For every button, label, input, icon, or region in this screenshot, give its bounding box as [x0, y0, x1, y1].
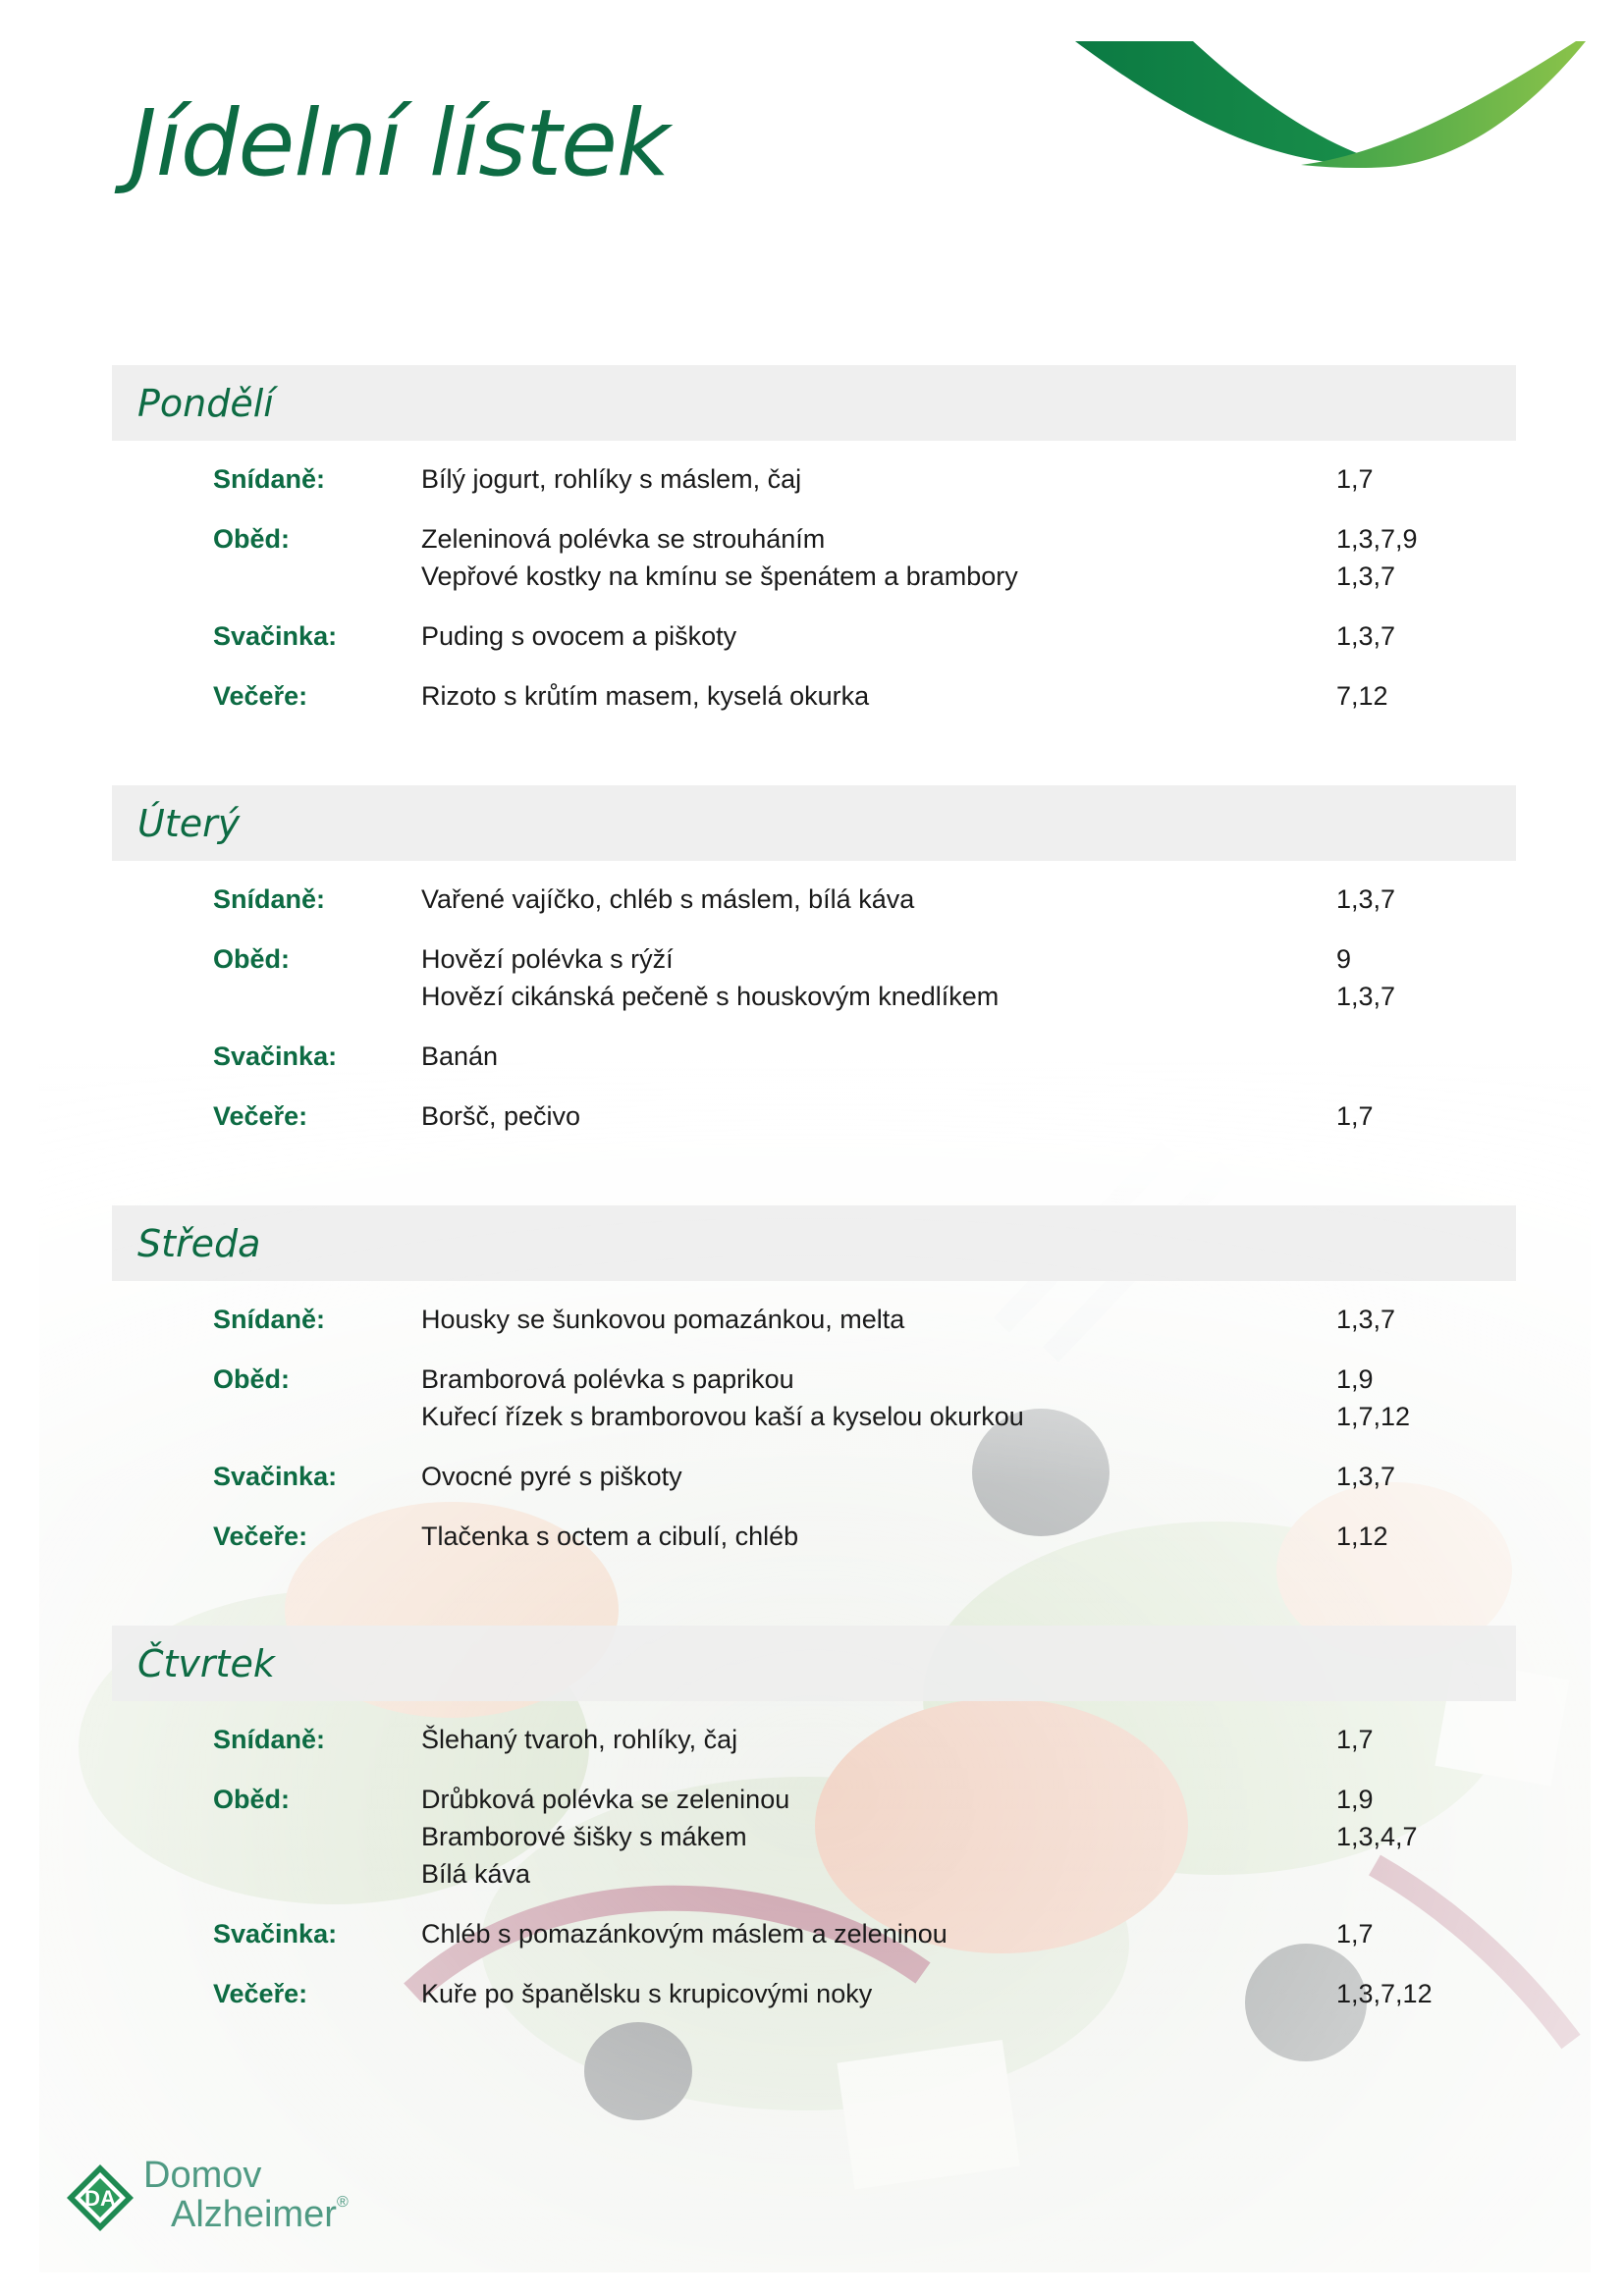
logo-name: Alzheimer	[171, 2194, 337, 2235]
meal-row-lunch	[213, 940, 1516, 1015]
registered-mark: ®	[336, 2194, 349, 2211]
meal-row-snack	[213, 617, 1516, 655]
page-title: Jídelní lístek	[130, 90, 670, 197]
meal-row-breakfast	[213, 460, 1516, 498]
allergen-codes: 1,7	[1336, 1101, 1374, 1131]
meal-allergens	[1336, 940, 1484, 1015]
meal-items	[421, 1781, 1336, 1893]
logo-text-line1: Domov	[143, 2155, 262, 2196]
allergen-codes: 1,7	[1336, 1919, 1374, 1949]
meal-items	[421, 1915, 1336, 1952]
allergen-codes: 9	[1336, 944, 1352, 974]
meal-allergens	[1336, 1301, 1484, 1338]
meal-row-lunch	[213, 1361, 1516, 1435]
allergen-codes: 1,7	[1336, 464, 1374, 494]
meal-items	[421, 1975, 1336, 2012]
meal-item: Puding s ovocem a piškoty	[421, 621, 737, 651]
meal-items	[421, 1097, 1336, 1135]
allergen-codes: 1,3,7	[1336, 1305, 1396, 1334]
ribbon-swoosh	[1065, 35, 1596, 173]
meal-items	[421, 1518, 1336, 1555]
day-header	[112, 785, 1516, 861]
allergen-codes	[1336, 1038, 1484, 1075]
meal-items	[421, 1361, 1336, 1435]
meal-item: Bramborové šišky s mákem	[421, 1822, 747, 1851]
meal-label: Večeře:	[213, 1979, 308, 2008]
meal-items	[421, 1301, 1336, 1338]
allergen-codes: 1,3,4,7	[1336, 1822, 1418, 1851]
meal-label: Snídaně:	[213, 1305, 326, 1334]
allergen-codes: 1,3,7	[1336, 982, 1396, 1011]
meal-label: Oběd:	[213, 944, 290, 974]
meal-allergens	[1336, 1097, 1484, 1135]
meal-allergens	[1336, 1361, 1484, 1435]
meal-item: Zeleninová polévka se strouháním	[421, 524, 826, 554]
meal-items	[421, 1038, 1336, 1075]
day-section-utery	[112, 785, 1516, 1157]
meal-allergens	[1336, 1915, 1484, 1952]
allergen-codes: 1,7,12	[1336, 1402, 1411, 1431]
meal-allergens	[1336, 1721, 1484, 1758]
meal-label: Snídaně:	[213, 1725, 326, 1754]
meal-row-breakfast	[213, 1721, 1516, 1758]
meal-label: Snídaně:	[213, 884, 326, 914]
meal-row-snack	[213, 1458, 1516, 1495]
meal-item: Boršč, pečivo	[421, 1101, 581, 1131]
day-title: Úterý	[137, 801, 241, 845]
meal-label: Oběd:	[213, 524, 290, 554]
meal-allergens	[1336, 460, 1484, 498]
meal-items	[421, 1458, 1336, 1495]
meal-allergens	[1336, 1781, 1484, 1893]
meal-row-dinner	[213, 1518, 1516, 1555]
meal-list	[112, 1721, 1516, 2012]
day-header	[112, 1626, 1516, 1701]
day-title: Pondělí	[137, 381, 274, 425]
meal-label: Oběd:	[213, 1785, 290, 1814]
allergen-codes: 1,3,7	[1336, 621, 1396, 651]
meal-items	[421, 881, 1336, 918]
meal-item: Chléb s pomazánkovým máslem a zeleninou	[421, 1919, 947, 1949]
meal-label: Večeře:	[213, 681, 308, 711]
meal-item: Housky se šunkovou pomazánkou, melta	[421, 1305, 905, 1334]
meal-label: Večeře:	[213, 1101, 308, 1131]
meal-allergens	[1336, 1038, 1484, 1075]
day-header	[112, 1205, 1516, 1281]
meal-item: Drůbková polévka se zeleninou	[421, 1785, 790, 1814]
logo-monogram: DA	[84, 2186, 116, 2211]
meal-allergens	[1336, 881, 1484, 918]
logo-mark-icon	[65, 2163, 135, 2233]
meal-item: Vařené vajíčko, chléb s máslem, bílá káva	[421, 884, 915, 914]
domov-alzheimer-logo	[65, 2155, 359, 2243]
day-title: Středa	[137, 1221, 261, 1265]
meal-list	[112, 460, 1516, 715]
allergen-codes: 1,3,7,12	[1336, 1979, 1433, 2008]
ribbon-decoration	[1065, 35, 1596, 173]
day-section-streda	[112, 1205, 1516, 1577]
day-section-pondeli	[112, 365, 1516, 737]
meal-row-lunch	[213, 1781, 1516, 1893]
meal-row-breakfast	[213, 1301, 1516, 1338]
allergen-codes: 1,3,7,9	[1336, 524, 1418, 554]
meal-label: Svačinka:	[213, 621, 338, 651]
allergen-codes: 1,3,7	[1336, 1462, 1396, 1491]
meal-allergens	[1336, 677, 1484, 715]
meal-row-snack	[213, 1915, 1516, 1952]
meal-label: Svačinka:	[213, 1919, 338, 1949]
meal-items	[421, 460, 1336, 498]
allergen-codes: 1,9	[1336, 1785, 1374, 1814]
allergen-codes: 1,7	[1336, 1725, 1374, 1754]
meal-item: Bílý jogurt, rohlíky s máslem, čaj	[421, 464, 802, 494]
meal-item: Bramborová polévka s paprikou	[421, 1364, 794, 1394]
meal-label: Oběd:	[213, 1364, 290, 1394]
meal-allergens	[1336, 1975, 1484, 2012]
meal-row-snack	[213, 1038, 1516, 1075]
logo-text-line2	[171, 2194, 349, 2236]
meal-row-dinner	[213, 1097, 1516, 1135]
meal-item: Šlehaný tvaroh, rohlíky, čaj	[421, 1725, 738, 1754]
meal-allergens	[1336, 1518, 1484, 1555]
meal-row-lunch	[213, 520, 1516, 595]
meal-item: Tlačenka s octem a cibulí, chléb	[421, 1522, 799, 1551]
meal-item: Kuřecí řízek s bramborovou kaší a kyselou okurkou	[421, 1402, 1024, 1431]
allergen-codes: 7,12	[1336, 681, 1388, 711]
meal-items	[421, 617, 1336, 655]
day-header	[112, 365, 1516, 441]
meal-item: Rizoto s krůtím masem, kyselá okurka	[421, 681, 870, 711]
allergen-codes: 1,3,7	[1336, 884, 1396, 914]
day-section-ctvrtek	[112, 1626, 1516, 2035]
allergen-codes: 1,9	[1336, 1364, 1374, 1394]
meal-items	[421, 940, 1336, 1015]
meal-label: Snídaně:	[213, 464, 326, 494]
meal-items	[421, 520, 1336, 595]
allergen-codes	[1336, 1855, 1484, 1893]
meal-row-breakfast	[213, 881, 1516, 918]
meal-allergens	[1336, 617, 1484, 655]
meal-item: Bílá káva	[421, 1859, 531, 1889]
meal-allergens	[1336, 1458, 1484, 1495]
meal-item: Kuře po španělsku s krupicovými noky	[421, 1979, 873, 2008]
meal-items	[421, 1721, 1336, 1758]
meal-item: Banán	[421, 1041, 499, 1071]
meal-item: Hovězí polévka s rýží	[421, 944, 674, 974]
meal-item: Vepřové kostky na kmínu se špenátem a brambory	[421, 561, 1018, 591]
meal-item: Ovocné pyré s piškoty	[421, 1462, 682, 1491]
meal-list	[112, 881, 1516, 1135]
day-title: Čtvrtek	[137, 1641, 275, 1685]
meal-item: Hovězí cikánská pečeně s houskovým knedlíkem	[421, 982, 1000, 1011]
meal-row-dinner	[213, 677, 1516, 715]
meal-items	[421, 677, 1336, 715]
meal-allergens	[1336, 520, 1484, 595]
allergen-codes: 1,12	[1336, 1522, 1388, 1551]
meal-row-dinner	[213, 1975, 1516, 2012]
meal-label: Svačinka:	[213, 1041, 338, 1071]
meal-label: Večeře:	[213, 1522, 308, 1551]
meal-label: Svačinka:	[213, 1462, 338, 1491]
allergen-codes: 1,3,7	[1336, 561, 1396, 591]
meal-list	[112, 1301, 1516, 1555]
